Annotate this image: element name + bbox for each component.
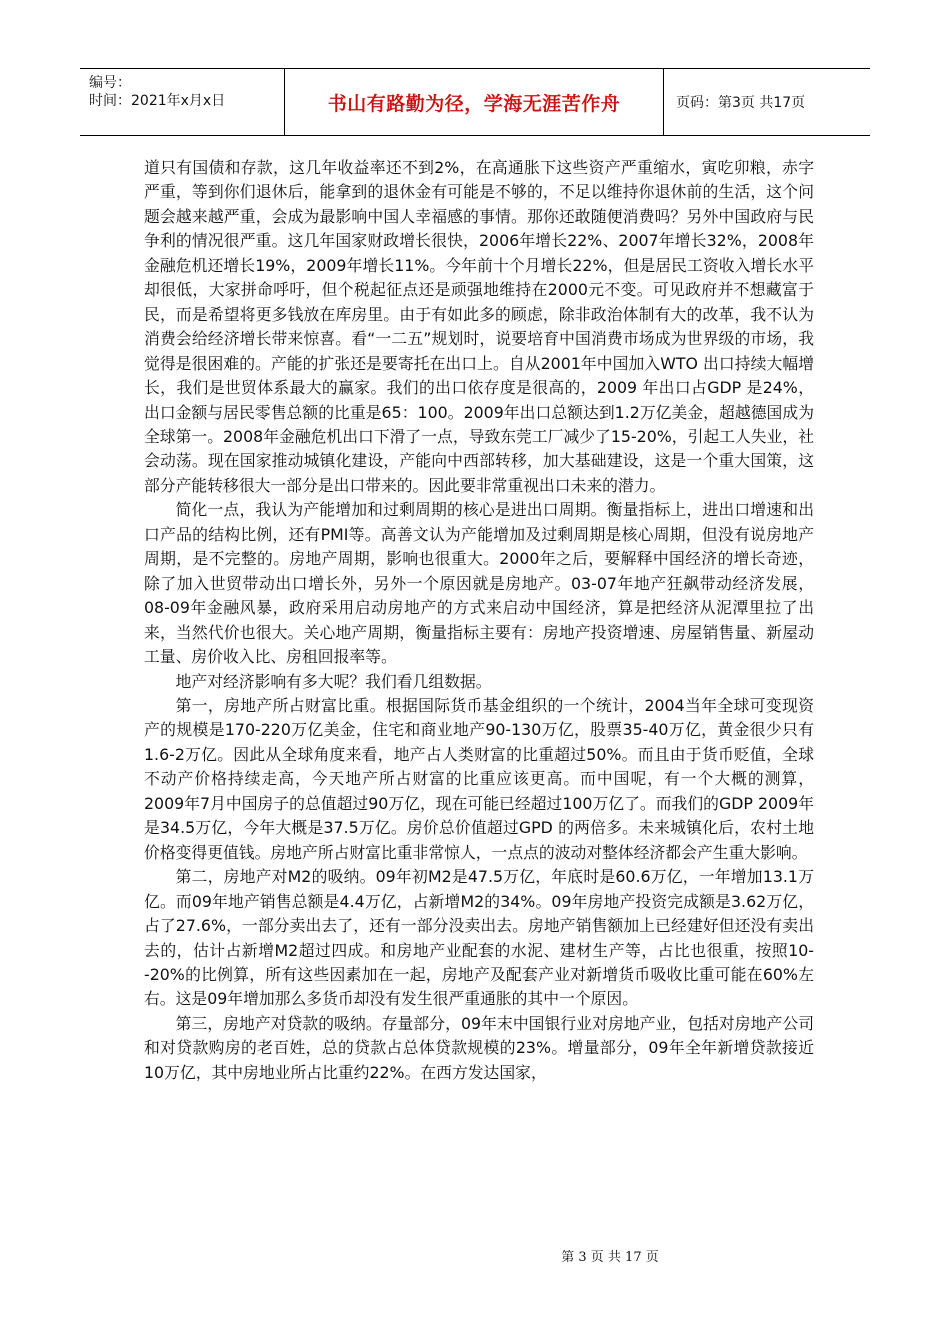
paragraph-intro-data: 地产对经济影响有多大呢？我们看几组数据。 <box>175 671 492 691</box>
document-number-label: 编号： <box>89 75 131 91</box>
paragraph-second-m2: 第二，房地产对M2的吸纳。09年初M2是47.5万亿，年底时是60.6万亿，一年增加13.1万亿。而09年地产销售总额是4.4万亿，占新增M2的34%。09年房地产投资完成额是3.62万亿，占了27.6%，一部分卖出去了，还有一部分没卖出去。房地产销售额加上已经建好但还没有卖出去的，估计占新增M2超过四成。和房地产业配套的水泥、建材生产等，占比也很重，按照10--20%的比例算，所有这些因素加在一起，房地产及配套产业对新增货币吸收比重可能在60%左右。这是09年增加那么多货币却没有发生很严重通胀的其中一个原因。 <box>144 867 814 1009</box>
paragraph-continued: 道只有国债和存款，这几年收益率还不到2%，在高通胀下这些资产严重缩水，寅吃卯粮，赤字严重，等到你们退休后，能拿到的退休金有可能是不够的，不足以维持你退休前的生活，这个问题会越来越严重，会成为最影响中国人幸福感的事情。那你还敢随便消费吗？另外中国政府与民争利的情况很严重。这几年国家财政增长很快，2006年增长22%、2007年增长32%，2008年金融危机还增长19%，2009年增长11%。今年前十个月增长22%，但是居民工资收入增长水平却很低，大家拼命呼吁，但个税起征点还是顽强地维持在2000元不变。可见政府并不想藏富于民，而是希望将更多钱放在库房里。由于有如此多的顾虑，除非政治体制有大的改革，我不认为消费会给经济增长带来惊喜。看“一二五”规划时，说要培育中国消费市场成为世界级的市场，我觉得是很困难的。产能的扩张还是要寄托在出口上。自从2001年中国加入WTO 出口持续大幅增长，我们是世贸体系最大的赢家。我们的出口依存度是很高的，2009 年出口占GDP 是24%，出口金额与居民零售总额的比重是65：100。2009年出口总额达到1.2万亿美金，超越德国成为全球第一。2008年金融危机出口下滑了一点，导致东莞工厂减少了15-20%，引起工人失业，社会动荡。现在国家推动城镇化建设，产能向中西部转移，加大基础建设，这是一个重大国策，这部分产能转移很大一部分是出口带来的。因此要非常重视出口未来的潜力。 <box>144 158 814 495</box>
header-meta-cell <box>80 69 285 135</box>
paragraph-cycle-core: 简化一点，我认为产能增加和过剩周期的核心是进出口周期。衡量指标上，进出口增速和出口产品的结构比例，还有PMI等。高善文认为产能增加及过剩周期是核心周期，但没有说房地产周期，是不完整的。房地产周期，影响也很重大。2000年之后，要解释中国经济的增长奇迹，除了加入世贸带动出口增长外，另外一个原因就是房地产。03-07年地产狂飙带动经济发展，08-09年金融风暴，政府采用启动房地产的方式来启动中国经济，算是把经济从泥潭里拉了出来，当然代价也很大。关心地产周期，衡量指标主要有：房地产投资增速、房屋销售量、新屋动工量、房价收入比、房租回报率等。 <box>144 500 814 667</box>
page-footer: 第 3 页 共 17 页 <box>561 1250 659 1265</box>
paragraph-third-loans: 第三，房地产对贷款的吸纳。存量部分，09年末中国银行业对房地产业，包括对房地产公司和对贷款购房的老百姓，总的贷款占总体贷款规模的23%。增量部分，09年全年新增贷款接近10万亿，其中房地业所占比重约22%。在西方发达国家， <box>144 1013 814 1082</box>
header-page-info: 页码：第3页 共17页 <box>676 95 806 111</box>
document-time-label: 时间：2021年x月x日 <box>89 93 226 109</box>
header-motto: 书山有路勤为径，学海无涯苦作舟 <box>285 69 664 135</box>
document-body <box>144 156 814 1085</box>
page-header <box>80 68 870 136</box>
paragraph-first-wealth: 第一，房地产所占财富比重。根据国际货币基金组织的一个统计，2004当年全球可变现资产的规模是170-220万亿美金，住宅和商业地产90-130万亿，股票35-40万亿，黄金很少只有1.6-2万亿。因此从全球角度来看，地产占人类财富的比重超过50%。而且由于货币贬值，全球不动产价格持续走高，今天地产所占财富的比重应该更高。而中国呢，有一个大概的测算，2009年7月中国房子的总值超过90万亿，现在可能已经超过100万亿了。而我们的GDP 2009年是34.5万亿，今年大概是37.5万亿。房价总价值超过GPD 的两倍多。未来城镇化后，农村土地价格变得更值钱。房地产所占财富比重非常惊人，一点点的波动对整体经济都会产生重大影响。 <box>144 695 814 862</box>
